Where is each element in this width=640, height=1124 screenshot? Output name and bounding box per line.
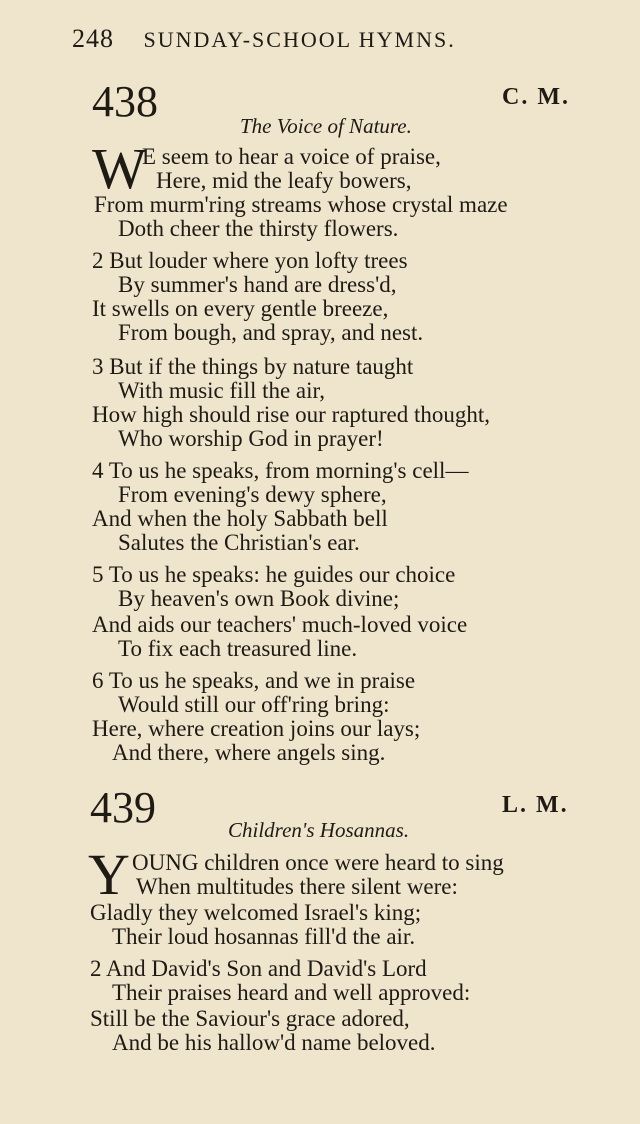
drop-cap: W — [92, 136, 147, 201]
verse-line: Gladly they welcomed Israel's king; — [90, 900, 422, 925]
verse-line: 5 To us he speaks: he guides our choice — [92, 562, 456, 587]
verse-line: 2 And David's Son and David's Lord — [90, 956, 427, 981]
verse-line: By heaven's own Book divine; — [118, 586, 400, 611]
verse-line: Doth cheer the thirsty flowers. — [118, 216, 399, 241]
verse-line: By summer's hand are dress'd, — [118, 272, 397, 297]
verse-line: And aids our teachers' much-loved voice — [92, 612, 468, 637]
hymn-title: The Voice of Nature. — [240, 114, 412, 138]
verse-line: 6 To us he speaks, and we in praise — [92, 668, 416, 693]
hymn-meter: C. M. — [502, 84, 570, 110]
verse-line: Still be the Saviour's grace adored, — [90, 1006, 410, 1031]
verse-line: 2 But louder where yon lofty trees — [92, 248, 408, 273]
verse-line: 3 But if the things by nature taught — [92, 354, 414, 379]
verse-line: And when the holy Sabbath bell — [92, 506, 388, 531]
drop-cap: Y — [88, 842, 130, 907]
verse-line: When multitudes there silent were: — [136, 874, 458, 899]
verse-line: OUNG children once were heard to sing — [132, 850, 504, 875]
page-number: 248 — [72, 24, 114, 53]
verse-line: E seem to hear a voice of praise, — [142, 144, 441, 169]
verse-line: It swells on every gentle breeze, — [92, 296, 389, 321]
verse-line: Here, mid the leafy bowers, — [156, 168, 412, 193]
verse-line: 4 To us he speaks, from morning's cell— — [92, 458, 469, 483]
hymn-number: 438 — [92, 77, 158, 126]
verse-line: Their loud hosannas fill'd the air. — [112, 924, 416, 949]
verse-line: From murm'ring streams whose crystal maze — [94, 192, 508, 217]
hymn-number: 439 — [90, 783, 156, 832]
verse-line: From bough, and spray, and nest. — [118, 320, 424, 345]
verse-line: And be his hallow'd name beloved. — [112, 1030, 436, 1055]
hymn-title: Children's Hosannas. — [228, 818, 410, 842]
running-title: SUNDAY-SCHOOL HYMNS. — [143, 27, 456, 52]
verse-line: With music fill the air, — [118, 378, 326, 403]
verse-line: And there, where angels sing. — [112, 740, 386, 765]
hymn-meter: L. M. — [502, 792, 569, 818]
running-head — [72, 24, 456, 54]
verse-line: From evening's dewy sphere, — [118, 482, 387, 507]
verse-line: Here, where creation joins our lays; — [92, 716, 421, 741]
verse-line: Would still our off'ring bring: — [118, 692, 390, 717]
verse-line: To fix each treasured line. — [118, 636, 358, 661]
verse-line: How high should rise our raptured thought, — [92, 402, 490, 427]
verse-line: Their praises heard and well approved: — [112, 980, 471, 1005]
verse-line: Salutes the Christian's ear. — [118, 530, 360, 555]
verse-line: Who worship God in prayer! — [118, 426, 384, 451]
